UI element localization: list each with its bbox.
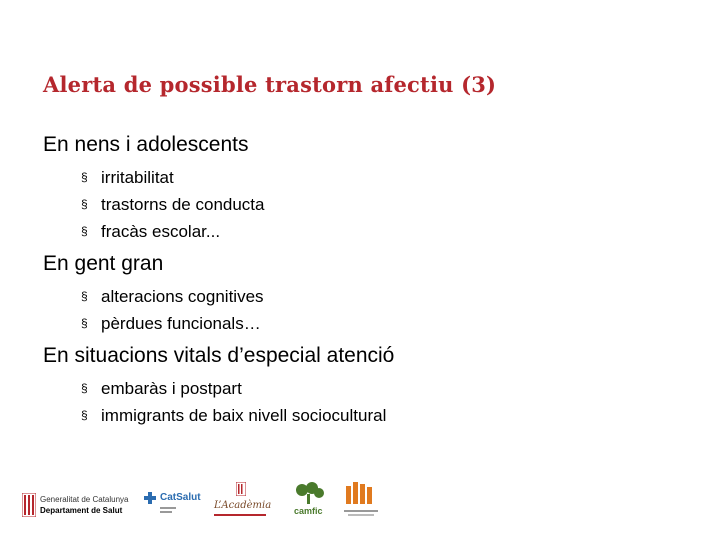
list-item: [81, 310, 703, 337]
gencat-line2: Departament de Salut: [40, 506, 123, 515]
list-item: [81, 402, 703, 429]
list-item-text: alteracions cognitives: [101, 287, 264, 306]
camfic-logo: [290, 480, 330, 522]
catsalut-label: CatSalut: [160, 492, 201, 503]
section-children: [43, 130, 703, 245]
list-item-text: pèrdues funcionals…: [101, 314, 261, 333]
section-elderly: [43, 249, 703, 337]
list-item: [81, 283, 703, 310]
list-item: [81, 218, 703, 245]
list-item: [81, 164, 703, 191]
bullet-icon: §: [81, 224, 88, 238]
figures-icon: [344, 482, 378, 506]
bullet-icon: §: [81, 170, 88, 184]
generalitat-logo: [22, 480, 142, 522]
gencat-line1: Generalitat de Catalunya: [40, 495, 129, 504]
society-logo: [342, 480, 382, 522]
section-heading: En situacions vitals d’especial atenció: [43, 344, 395, 367]
bullet-icon: §: [81, 408, 88, 422]
bullet-list: [43, 283, 703, 337]
bullet-icon: §: [81, 316, 88, 330]
senyera-icon: [22, 493, 36, 517]
section-life-situations: [43, 341, 703, 429]
section-heading: En nens i adolescents: [43, 133, 249, 156]
bullet-icon: §: [81, 381, 88, 395]
academia-label: L’Acadèmia: [214, 500, 272, 511]
bullet-list: [43, 375, 703, 429]
tree-icon: [292, 482, 326, 504]
list-item-text: fracàs escolar...: [101, 222, 221, 241]
list-item: [81, 191, 703, 218]
camfic-label: camfic: [294, 506, 323, 516]
slide-body: [43, 130, 703, 433]
section-heading: En gent gran: [43, 252, 164, 275]
bullet-icon: §: [81, 289, 88, 303]
list-item-text: trastorns de conducta: [101, 195, 265, 214]
catsalut-logo: [144, 480, 210, 522]
footer-logos: [22, 480, 402, 522]
academia-logo: [212, 480, 274, 522]
list-item-text: immigrants de baix nivell sociocultural: [101, 406, 387, 425]
list-item-text: embaràs i postpart: [101, 379, 242, 398]
cross-icon: [144, 492, 156, 504]
list-item-text: irritabilitat: [101, 168, 174, 187]
bullet-icon: §: [81, 197, 88, 211]
slide-title: Alerta de possible trastorn afectiu (3): [43, 72, 497, 97]
list-item: [81, 375, 703, 402]
crest-icon: [236, 482, 246, 496]
bullet-list: [43, 164, 703, 245]
